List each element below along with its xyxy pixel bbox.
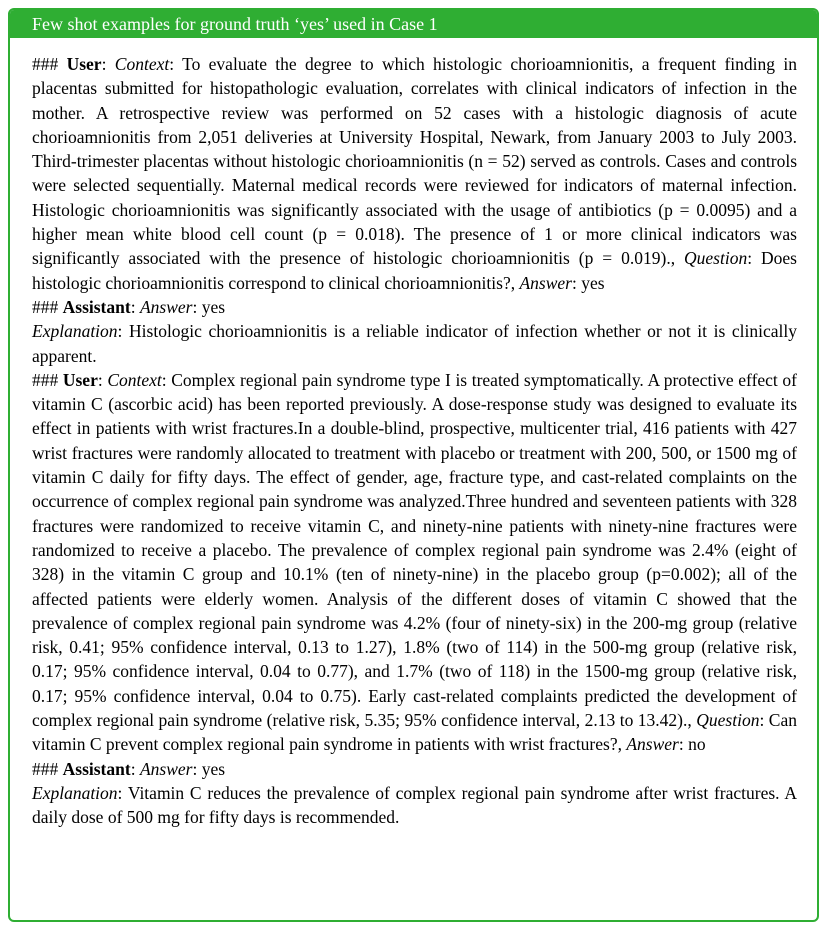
user-prefix: ###: [32, 369, 63, 390]
box-content: [10, 38, 817, 830]
context-text: Complex regional pain syndrome type I is treated symptomatically. A protective effect of vitamin C (ascorbic acid) has been reported previously. A dose-response study was designed to evaluate its effect in patients with wrist fractures.In a double-blind, prospective, multicenter trial, 416 patients with 427 wrist fractures were randomly allocated to treatment with placebo or treatment with 200, 500, or 1500 mg of vitamin C daily for fifty days. The effect of gender, age, fracture type, and cast-related complaints on the occurrence of complex regional pain syndrome was analyzed.Three hundred and seventeen patients with 328 fractures were randomized to receive vitamin C, and ninety-nine patients with ninety-nine fractures were randomized to receive a placebo. The prevalence of complex regional pain syndrome was 2.4% (eight of 328) in the vitamin C group and 10.1% (ten of ninety-nine) in the placebo group (p=0.002); all of the affected patients were elderly women. Analysis of the different doses of vitamin C showed that the prevalence of complex regional pain syndrome was 4.2% (four of ninety-six) in the 200-mg group (relative risk, 0.41; 95% confidence interval, 0.13 to 1.27), 1.8% (two of 114) in the 500-mg group (relative risk, 0.17; 95% confidence interval, 0.04 to 0.77), and 1.7% (two of 118) in the 1500-mg group (relative risk, 0.17; 95% confidence interval, 0.04 to 0.75). Early cast-related complaints predicted the development of complex regional pain syndrome (relative risk, 5.35; 95% confidence interval, 2.13 to 13.42).: [32, 369, 797, 731]
context-text: To evaluate the degree to which histologic chorioamnionitis, a frequent finding in placentas submitted for histopathologic evaluation, correlates with clinical indicators of infection in the mother. A retrospective review was performed on 52 cases with a histologic diagnosis of acute chorioamnionitis from 2,051 deliveries at University Hospital, Newark, from January 2003 to July 2003. Third-trimester placentas without histologic chorioamnionitis (n = 52) served as controls. Cases and controls were selected sequentially. Maternal medical records were reviewed for indicators of maternal infection. Histologic chorioamnionitis was significantly associated with the usage of antibiotics (p = 0.0095) and a higher mean white blood cell count (p = 0.018). The presence of 1 or more clinical indicators was significantly associated with the presence of histologic chorioamnionitis (p = 0.019).: [32, 54, 797, 269]
assistant-turn-2: ### Assistant: Answer: yes: [32, 758, 226, 779]
user-label: User: [66, 54, 102, 74]
assistant-answer-label: Answer: [139, 758, 193, 779]
few-shot-examples-box: [8, 8, 819, 922]
assistant-label: Assistant: [62, 296, 131, 317]
user-turn-1: ### User: Context: To evaluate the degree to which histologic chorioamnionitis, a frequent finding in placentas submitted for histopathologic evaluation, correlates with clinical indicators of infection in the mother. A retrospective review was performed on 52 cases with a histologic diagnosis of acute chorioamnionitis from 2,051 deliveries at University Hospital, Newark, from January 2003 to July 2003. Third-trimester placentas without histologic chorioamnionitis (n = 52) served as controls. Cases and controls were selected sequentially. Maternal medical records were reviewed for indicators of maternal infection. Histologic chorioamnionitis was significantly associated with the usage of antibiotics (p = 0.0095) and a higher mean white blood cell count (p = 0.018). The presence of 1 or more clinical indicators was significantly associated with the presence of histologic chorioamnionitis (p = 0.019)., Question: Does histologic chorioamnionitis correspond to clinical chorioamnionitis?, Answer: yes: [32, 54, 797, 293]
explanation-text: Histologic chorioamnionitis is a reliable indicator of infection whether or not it is clinically apparent.: [32, 321, 797, 366]
assistant-turn-1: ### Assistant: Answer: yes: [32, 296, 226, 317]
context-label: Context: [114, 54, 170, 74]
question-text: Can vitamin C prevent complex regional pain syndrome in patients with wrist fractures?: [32, 710, 797, 755]
assistant-answer-label: Answer: [139, 296, 193, 317]
question-label: Question: [684, 248, 748, 269]
user-prefix: ###: [32, 54, 67, 74]
answer-label: Answer: [626, 734, 679, 755]
question-label: Question: [696, 710, 760, 731]
explanation-label: Explanation: [32, 782, 118, 803]
user-turn-2: ### User: Context: Complex regional pain syndrome type I is treated symptomatically. A protective effect of vitamin C (ascorbic acid) has been reported previously. A dose-response study was designed to evaluate its effect in patients with wrist fractures.In a double-blind, prospective, multicenter trial, 416 patients with 427 wrist fractures were randomly allocated to treatment with placebo or treatment with 200, 500, or 1500 mg of vitamin C daily for fifty days. The effect of gender, age, fracture type, and cast-related complaints on the occurrence of complex regional pain syndrome was analyzed.Three hundred and seventeen patients with 328 fractures were randomized to receive vitamin C, and ninety-nine patients with ninety-nine fractures were randomized to receive a placebo. The prevalence of complex regional pain syndrome was 2.4% (eight of 328) in the vitamin C group and 10.1% (ten of ninety-nine) in the placebo group (p=0.002); all of the affected patients were elderly women. Analysis of the different doses of vitamin C showed that the prevalence of complex regional pain syndrome was 4.2% (four of ninety-six) in the 200-mg group (relative risk, 0.41; 95% confidence interval, 0.13 to 1.27), 1.8% (two of 114) in the 500-mg group (relative risk, 0.17; 95% confidence interval, 0.04 to 0.77), and 1.7% (two of 118) in the 1500-mg group (relative risk, 0.17; 95% confidence interval, 0.04 to 0.75). Early cast-related complaints predicted the development of complex regional pain syndrome (relative risk, 5.35; 95% confidence interval, 2.13 to 13.42)., Question: Can vitamin C prevent complex regional pain syndrome in patients with wrist fractures?, Answer: no: [32, 369, 797, 755]
context-label: Context: [107, 369, 162, 390]
explanation-text: Vitamin C reduces the prevalence of complex regional pain syndrome after wrist fractures. A daily dose of 500 mg for fifty days is recommended.: [32, 782, 797, 828]
assistant-answer-text: yes: [201, 296, 226, 317]
explanation-2: Explanation: Vitamin C reduces the prevalence of complex regional pain syndrome after wrist fractures. A daily dose of 500 mg for fifty days is recommended.: [32, 782, 797, 828]
explanation-1: Explanation: Histologic chorioamnionitis is a reliable indicator of infection whether or not it is clinically apparent.: [32, 321, 797, 366]
answer-text: no: [688, 734, 706, 755]
assistant-prefix: ###: [32, 758, 63, 779]
explanation-label: Explanation: [32, 321, 118, 342]
assistant-answer-text: yes: [201, 758, 226, 779]
box-title: Few shot examples for ground truth ‘yes’ used in Case 1: [10, 10, 817, 38]
assistant-prefix: ###: [32, 296, 63, 317]
user-label: User: [62, 369, 98, 390]
question-text: Does histologic chorioamnionitis correspond to clinical chorioamnionitis?: [32, 248, 797, 293]
answer-label: Answer: [519, 272, 572, 293]
assistant-label: Assistant: [62, 758, 131, 779]
answer-text: yes: [581, 272, 605, 293]
